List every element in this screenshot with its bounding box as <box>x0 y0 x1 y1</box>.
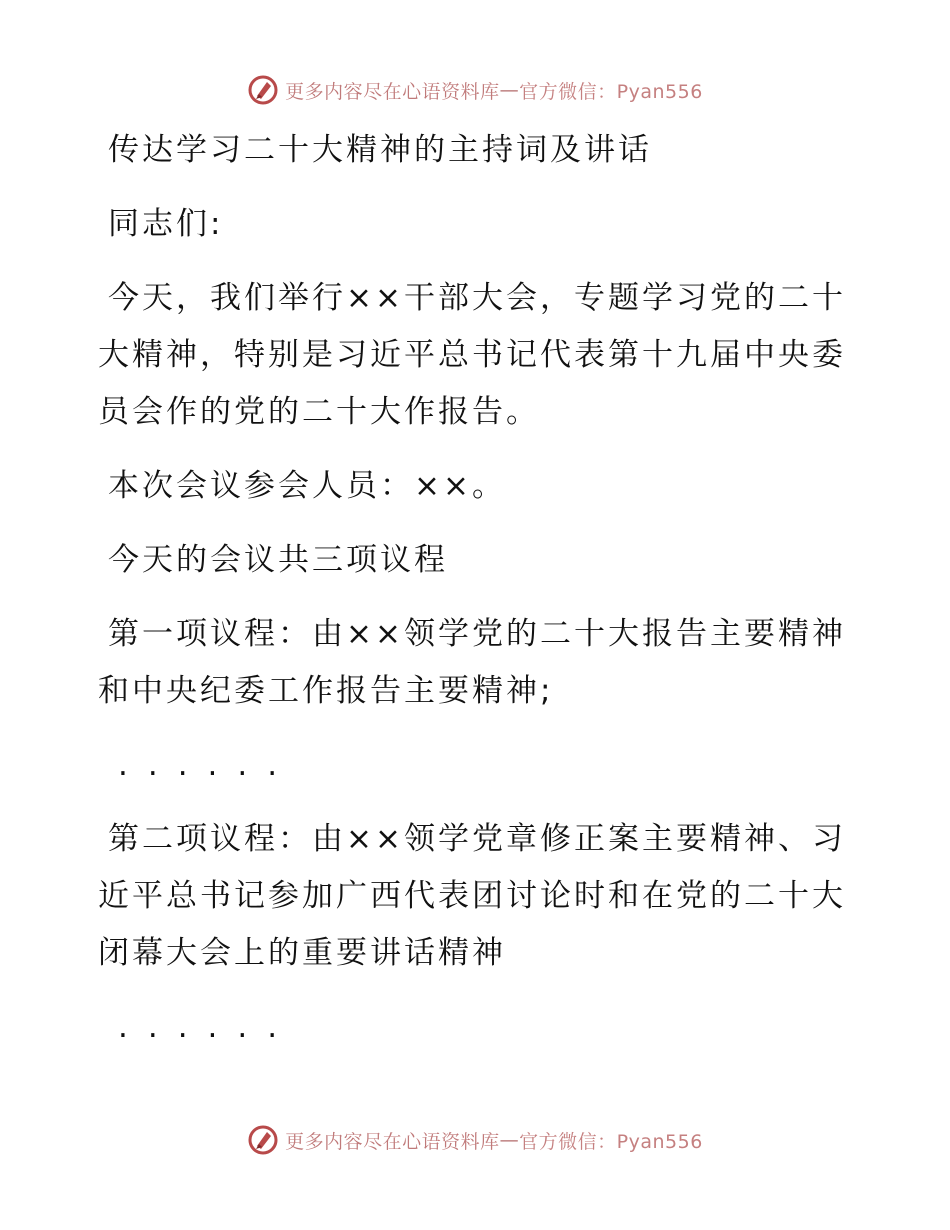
footer-wechat-text: 官方微信：Pyan556 <box>519 1130 703 1153</box>
paragraph-agenda-item-1: 第一项议程：由××领学党的二十大报告主要精神和中央纪委工作报告主要精神; <box>98 616 846 709</box>
footer-watermark <box>0 1120 950 1160</box>
footer-separator: — <box>499 1129 520 1151</box>
pen-nib-logo-icon <box>247 74 279 106</box>
pen-nib-logo-icon <box>247 1124 279 1156</box>
header-watermark <box>0 70 950 110</box>
document-body <box>98 122 868 1073</box>
header-separator: — <box>499 79 520 101</box>
paragraph-agenda-item-2: 第二项议程：由××领学党章修正案主要精神、习近平总书记参加广西代表团讨论时和在党的二十大闭幕大会上的重要讲话精神 <box>98 821 846 971</box>
footer-brand-text: 更多内容尽在心语资料库 <box>285 1130 500 1153</box>
paragraph-agenda-intro: 今天的会议共三项议程 <box>108 542 448 578</box>
header-brand-text: 更多内容尽在心语资料库 <box>285 80 500 103</box>
paragraph-attendees: 本次会议参会人员：××。 <box>108 468 506 504</box>
ellipsis-2: ...... <box>118 1009 298 1045</box>
header-wechat-text: 官方微信：Pyan556 <box>519 80 703 103</box>
ellipsis-1: ...... <box>118 747 298 783</box>
document-salutation: 同志们: <box>108 206 224 242</box>
paragraph-opening: 今天，我们举行××干部大会，专题学习党的二十大精神，特别是习近平总书记代表第十九届中央委员会作的党的二十大作报告。 <box>98 280 846 430</box>
document-title: 传达学习二十大精神的主持词及讲话 <box>108 132 652 168</box>
